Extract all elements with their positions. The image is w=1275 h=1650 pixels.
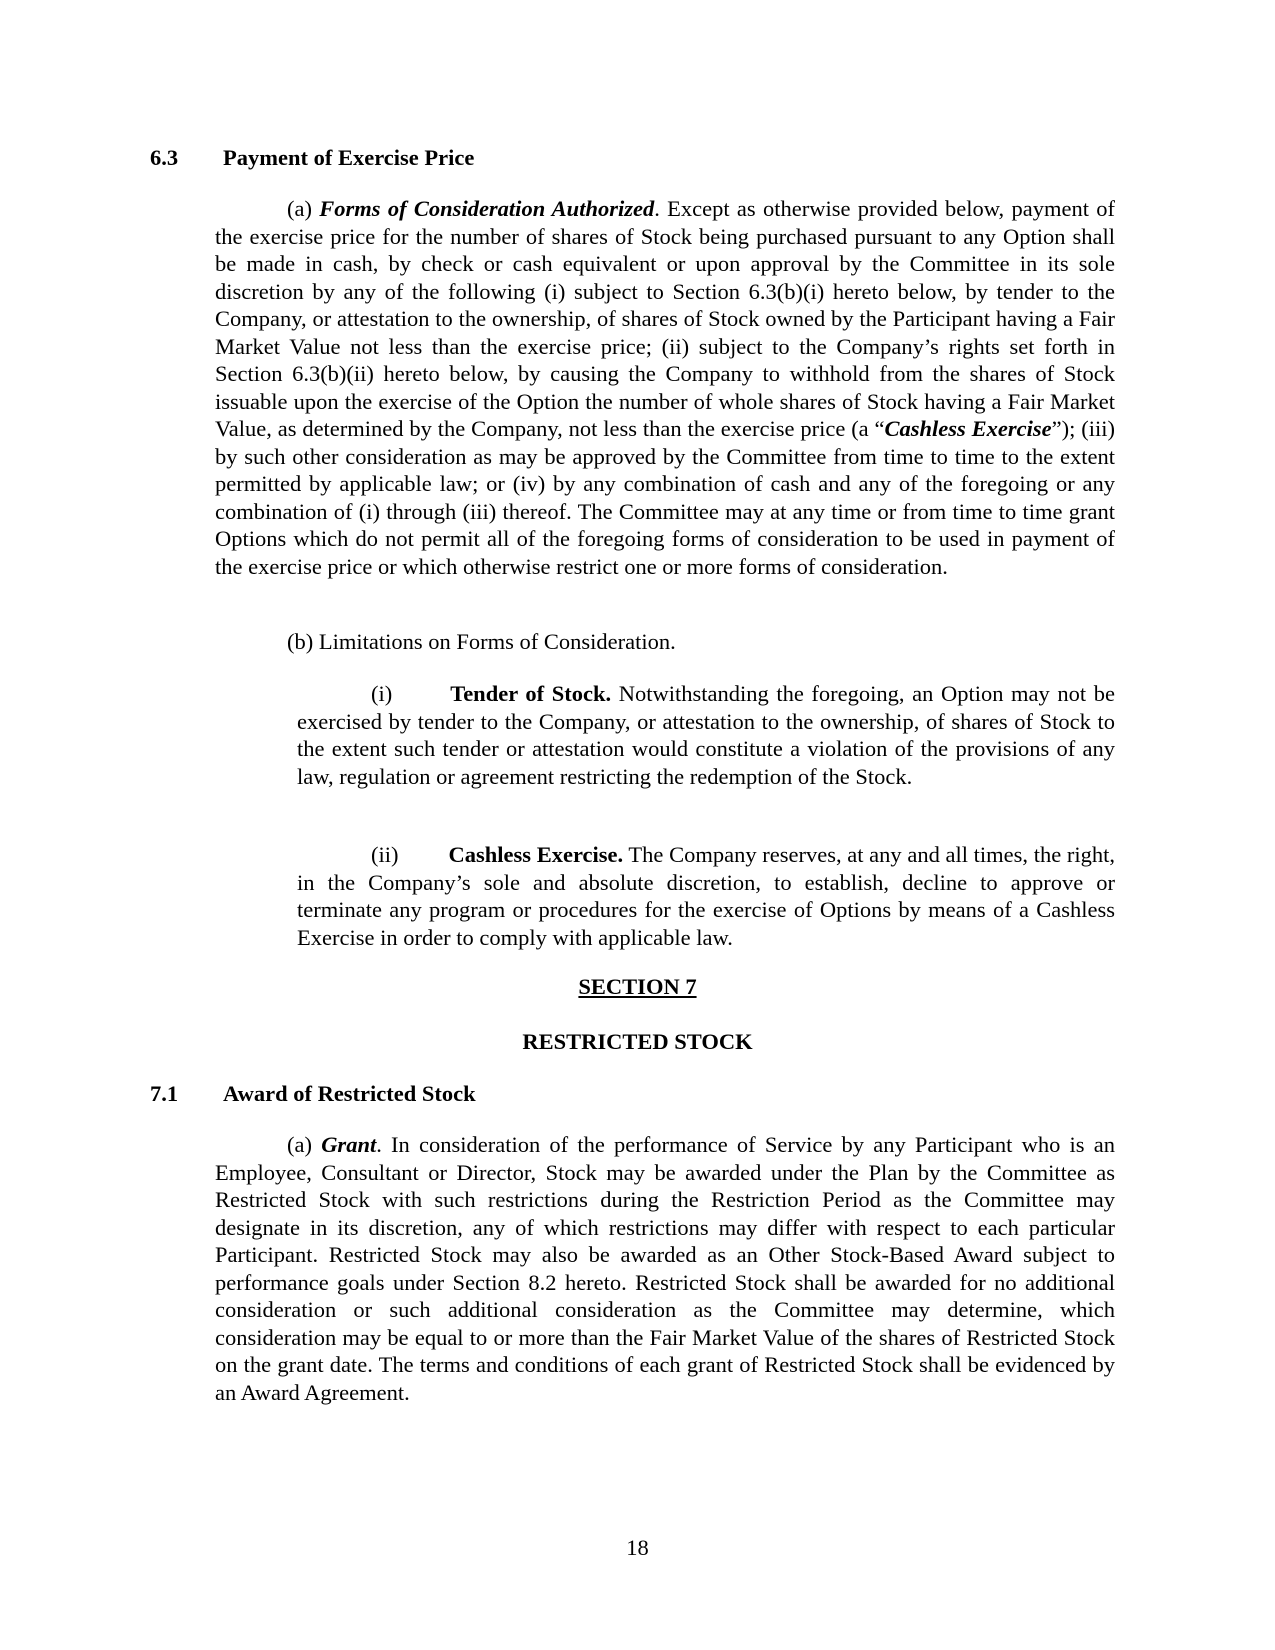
section-title: Award of Restricted Stock (223, 1081, 476, 1106)
subclause-label: (ii) (371, 842, 399, 867)
paragraph-6-3-b-i (297, 680, 1115, 790)
section-number: 7.1 (150, 1081, 179, 1106)
clause-b-text: (b) Limitations on Forms of Consideration. (287, 629, 676, 654)
section-number: 6.3 (150, 145, 179, 170)
subclause-text: The Company reserves, at any and all times, the right, in the Company’s sole and absolute discretion, to establish, decline to approve or terminate any program or procedures for the exercise of Options by means of a Cashless Exercise in order to comply with applicable law. (297, 842, 1115, 950)
subclause-text: Notwithstanding the foregoing, an Option may not be exercised by tender to the Company, or attestation to the ownership, of shares of Stock to the extent such tender or attestation would constitute a violation of the provisions of any law, regulation or agreement restricting the redemption of the Stock. (297, 681, 1115, 789)
subclause-title: Cashless Exercise. (448, 842, 624, 867)
section-7-heading: SECTION 7 (578, 974, 697, 999)
defined-term: Cashless Exercise (884, 416, 1052, 441)
section-title: Payment of Exercise Price (223, 145, 475, 170)
page-number: 18 (626, 1535, 649, 1560)
paragraph-6-3-b (215, 628, 1115, 656)
subclause-label: (i) (371, 681, 393, 706)
clause-label: (a) (287, 196, 312, 221)
clause-label: (a) (287, 1132, 312, 1157)
paragraph-6-3-b-ii (297, 841, 1115, 951)
clause-text: . In consideration of the performance of Service by any Participant who is an Employee, Consultant or Director, Stock may be awarded under the Plan by the Committee as Restricted Stock with such restrictions during the Restriction Period as the Committee may designate in its discretion, any of which restrictions may differ with respect to each particular Participant. Restricted Stock may also be awarded as an Other Stock-Based Award subject to performance goals under Section 8.2 hereto. Restricted Stock shall be awarded for no additional consideration or such additional consideration as the Committee may determine, which consideration may be equal to or more than the Fair Market Value of the shares of Restricted Stock on the grant date. The terms and conditions of each grant of Restricted Stock shall be evidenced by an Award Agreement. (215, 1132, 1115, 1405)
subclause-title: Tender of Stock. (450, 681, 612, 706)
clause-text-1: . Except as otherwise provided below, payment of the exercise price for the number of shares of Stock being purchased pursuant to any Option shall be made in cash, by check or cash equivalent or upon approval by the Committee in its sole discretion by any of the following (i) subject to Section 6.3(b)(i) hereto below, by tender to the Company, or attestation to the ownership, of shares of Stock owned by the Participant having a Fair Market Value not less than the exercise price; (ii) subject to the Company’s rights set forth in Section 6.3(b)(ii) hereto below, by causing the Company to withhold from the shares of Stock issuable upon the exercise of the Option the number of whole shares of Stock having a Fair Market Value, as determined by the Company, not less than the exercise price (a “ (215, 196, 1115, 441)
paragraph-7-1-a (215, 1131, 1115, 1406)
section-7-subheading: RESTRICTED STOCK (522, 1029, 753, 1054)
clause-title: Grant (321, 1132, 377, 1157)
clause-text-2: ”); (iii) by such other consideration as may be approved by the Committee from time to time to the extent permitted by applicable law; or (iv) by any combination of cash and any of the foregoing or any combination of (i) through (iii) thereof. The Committee may at any time or from time to time grant Options which do not permit all of the foregoing forms of consideration to be used in payment of the exercise price or which otherwise restrict one or more forms of consideration. (215, 416, 1115, 579)
clause-title: Forms of Consideration Authorized (319, 196, 655, 221)
paragraph-6-3-a (215, 195, 1115, 580)
